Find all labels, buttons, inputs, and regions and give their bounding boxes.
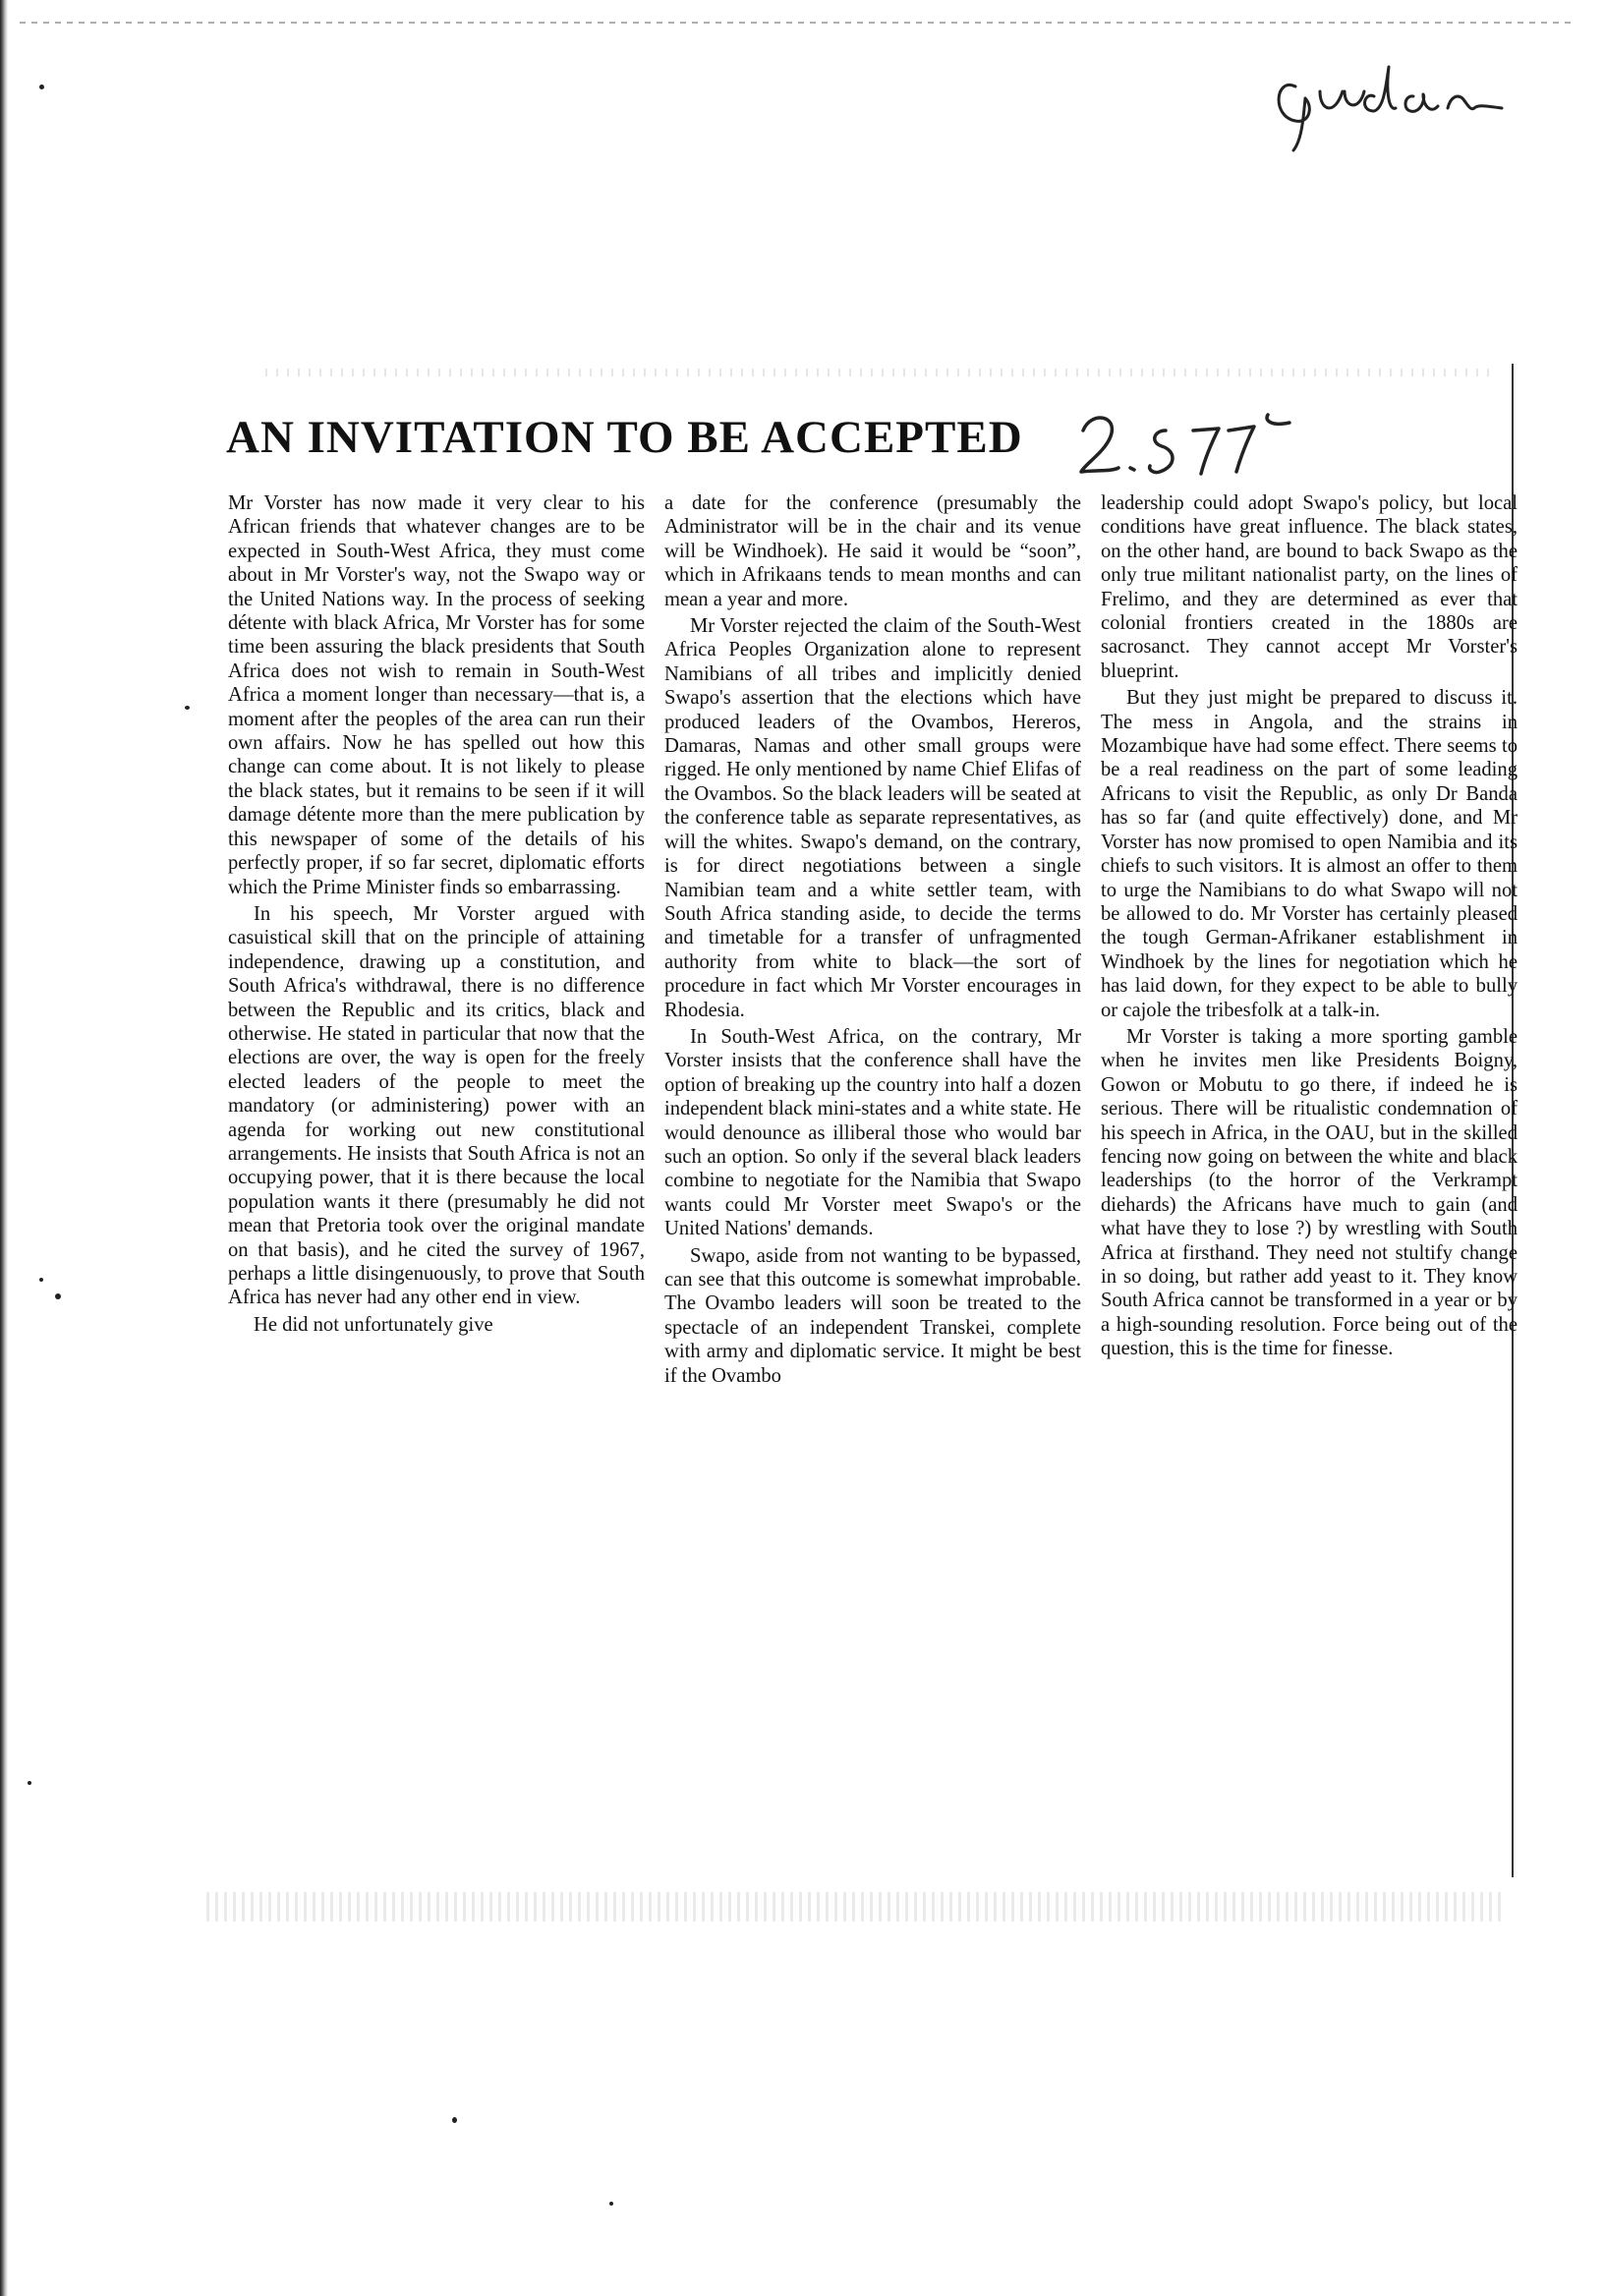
article-paragraph: But they just might be prepared to discuss it. The mess in Angola, and the strains in Mozambique have had some effect. There seems to be a real readiness on the part of some leading Africans to visit the Republic, as only Dr Banda has so far (and quite effectively) done, and Mr Vorster has now promised to open Namibia and its chiefs to such visitors. It is almost an offer to them to urge the Namibians to do what Swapo will not be allowed to do. Mr Vorster has certainly pleased the tough German-Afrikaner establishment in Windhoek by the lines for negotiation which he has laid down, for they expect to be able to bully or cajole the tribesfolk at a talk-in. (1101, 687, 1518, 1021)
scan-noise-bottom (206, 1892, 1504, 1922)
article-column-2 (664, 491, 1081, 1887)
scan-edge-left (0, 0, 8, 2296)
article-paragraph: Mr Vorster has now made it very clear to his African friends that whatever changes are to be expected in South-West Africa, they must come about in Mr Vorster's way, not the Swapo way or the United Nations way. In the process of seeking détente with black Africa, Mr Vorster has for some time been assuring the black presidents that South Africa does not wish to remain in South-West Africa a moment longer than necessary—that is, a moment after the peoples of the area can run their own affairs. Now he has spelled out how this change can come about. It is not likely to please the black states, but it remains to be seen if it will damage détente more than the mere publication by this newspaper of some of the details of his perfectly proper, if so far secret, diplomatic efforts which the Prime Minister finds so embarrassing. (228, 492, 645, 898)
scan-speck (55, 1293, 61, 1299)
article-paragraph: leadership could adopt Swapo's policy, but local conditions have great influence. The black states, on the other hand, are bound to back Swapo as the only true militant nationalist party, on the lines of Frelimo, and they are determined as ever that colonial frontiers created in the 1880s are sacrosanct. They cannot accept Mr Vorster's blueprint. (1101, 492, 1518, 682)
article-body (228, 491, 1518, 1887)
article-paragraph: Mr Vorster is taking a more sporting gamble when he invites men like Presidents Boigny, Gowon or Mobutu to go there, if indeed he is serious. There will be ritualistic condemnation of his speech in Africa, in the OAU, but in the skilled fencing now going on between the white and black leaderships (to the horror of the Verkrampt diehards) the Africans have much to gain (and what have they to lose ?) by wrestling with South Africa at firsthand. They need not stultify change in so doing, but rather add yeast to it. They know South Africa cannot be transformed in a year or by a high-sounding resolution. Force being out of the question, this is the time for finesse. (1101, 1025, 1518, 1360)
scan-speck (39, 1278, 43, 1282)
article-column-1 (228, 491, 645, 1887)
scan-speck (39, 85, 44, 89)
scan-speck (28, 1781, 31, 1785)
article-paragraph: Swapo, aside from not wanting to be bypassed, can see that this outcome is somewhat improbable. The Ovambo leaders will soon be treated to the spectacle of an independent Transkei, complete with army and diplomatic service. It might be best if the Ovambo (664, 1244, 1081, 1387)
article-paragraph: Mr Vorster rejected the claim of the South-West Africa Peoples Organization alone to represent Namibians of all tribes and implicitly denied Swapo's assertion that the elections which have produced leaders of the Ovambos, Hereros, Damaras, Namas and other small groups were rigged. He only mentioned by name Chief Elifas of the Ovambos. So the black leaders will be seated at the conference table as separate representatives, as will the whites. Swapo's demand, on the contrary, is for direct negotiations between a single Namibian team and a white settler team, with South Africa standing aside, to decide the terms and timetable for a transfer of unfragmented authority from white to black—the sort of procedure in fact which Mr Vorster encourages in Rhodesia. (664, 615, 1081, 1021)
scan-edge-top (20, 22, 1573, 24)
handwritten-publication-note (1266, 37, 1561, 155)
article-paragraph: In his speech, Mr Vorster argued with casuistical skill that on the principle of attaining independence, drawing up a constitution, and South Africa's withdrawal, there is no difference between the Republic and its critics, black and otherwise. He stated in particular that now that the elections are over, the way is open for the freely elected leaders of the people to meet the mandatory (or administering) power with an agenda for working out new constitutional arrangements. He insists that South Africa is not an occupying power, that it is there because the local population wants it there (presumably he did not mean that Pretoria took over the original mandate on that basis), and he cited the survey of 1967, perhaps a little disingenuously, to prove that South Africa has never had any other end in view. (228, 902, 645, 1309)
scan-speck (452, 2117, 457, 2123)
article-paragraph: In South-West Africa, on the contrary, Mr Vorster insists that the conference shall have the option of breaking up the country into half a dozen independent black mini-states and a white state. He would denounce as illiberal those who would bar such an option. So only if the several black leaders combine to negotiate for the Namibia that Swapo wants could Mr Vorster meet Swapo's or the United Nations' demands. (664, 1025, 1081, 1240)
article-column-3 (1101, 491, 1518, 1887)
article-paragraph: a date for the conference (presumably the Administrator will be in the chair and its venue will be Windhoek). He said it would be “soon”, which in Afrikaans tends to mean months and can mean a year and more. (664, 492, 1081, 610)
handwritten-date-note (1071, 401, 1307, 489)
article-paragraph: He did not unfortunately give (254, 1313, 493, 1336)
scan-speck (185, 706, 190, 710)
scan-speck (609, 2202, 613, 2206)
article-headline: AN INVITATION TO BE ACCEPTED (226, 412, 1023, 463)
scan-noise-top (265, 369, 1494, 376)
